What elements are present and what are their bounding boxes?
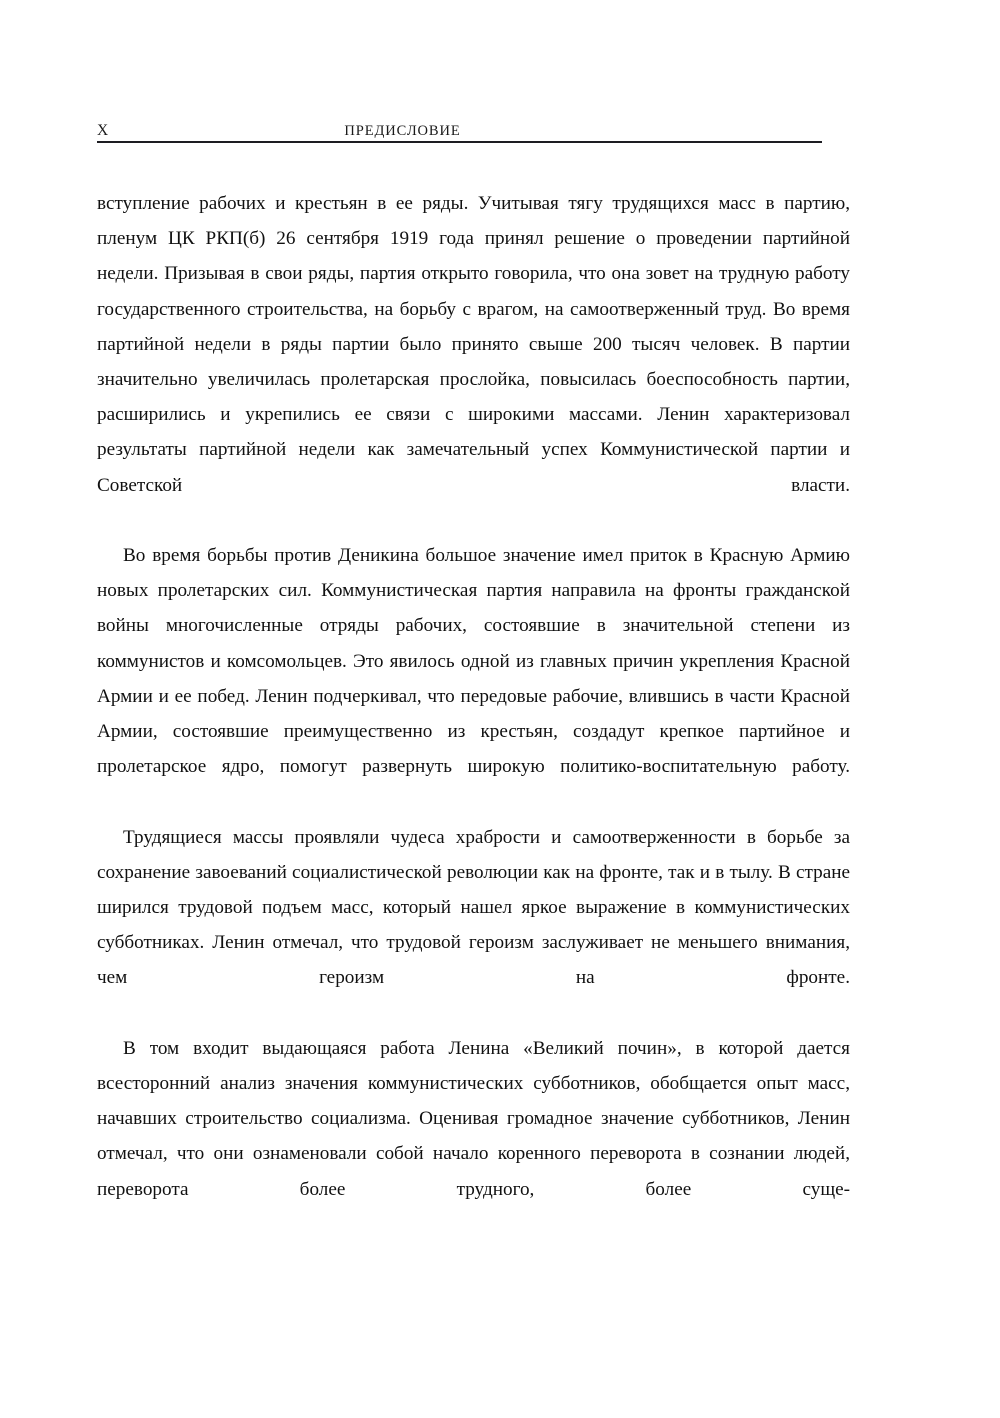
page-number: X	[97, 121, 109, 139]
running-head-title: ПРЕДИСЛОВИЕ	[344, 122, 461, 139]
body-text-block	[97, 186, 850, 1242]
paragraph: вступление рабочих и крестьян в ее ряды. Учитывая тягу трудящихся масс в партию, пленум ЦК РКП(б) 26 сентября 1919 года принял решение о проведении партийной недели. Призывая в свои ряды, партия открыто говорила, что она зовет на трудную работу государственного строительства, на борьбу с врагом, на самоотверженный труд. Во время партийной недели в ряды партии было принято свыше 200 тысяч человек. В партии значительно увеличилась пролетарская прослойка, повысилась боеспособность партии, расширились и укрепились ее связи с широкими массами. Ленин характеризовал результаты партийной недели как замечательный успех Коммунистической партии и Советской власти.	[97, 193, 850, 496]
paragraph: В том входит выдающаяся работа Ленина «Великий почин», в которой дается всесторонний анализ значения коммунистических субботников, обобщается опыт масс, начавших строительство социализма. Оценивая громадное значение субботников, Ленин отмечал, что они ознаменовали собой начало коренного переворота в сознании людей, переворота более трудного, более суще-	[97, 1037, 850, 1200]
paragraph: Во время борьбы против Деникина большое значение имел приток в Красную Армию новых пролетарских сил. Коммунистическая партия направила на фронты гражданской войны многочисленные отряды рабочих, состоявшие в значительной степени из коммунистов и комсомольцев. Это явилось одной из главных причин укрепления Красной Армии и ее побед. Ленин подчеркивал, что передовые рабочие, влившись в части Красной Армии, состоявшие преимущественно из крестьян, создадут крепкое партийное и пролетарское ядро, помогут развернуть широкую политико-воспитательную работу.	[97, 545, 850, 778]
running-head	[97, 114, 822, 140]
header-rule	[97, 141, 822, 143]
paragraph: Трудящиеся массы проявляли чудеса храбрости и самоотверженности в борьбе за сохранение завоеваний социалистической революции как на фронте, так и в тылу. В стране ширился трудовой подъем масс, который нашел яркое выражение в коммунистических субботниках. Ленин отмечал, что трудовой героизм заслуживает не меньшего внимания, чем героизм на фронте.	[97, 826, 850, 989]
